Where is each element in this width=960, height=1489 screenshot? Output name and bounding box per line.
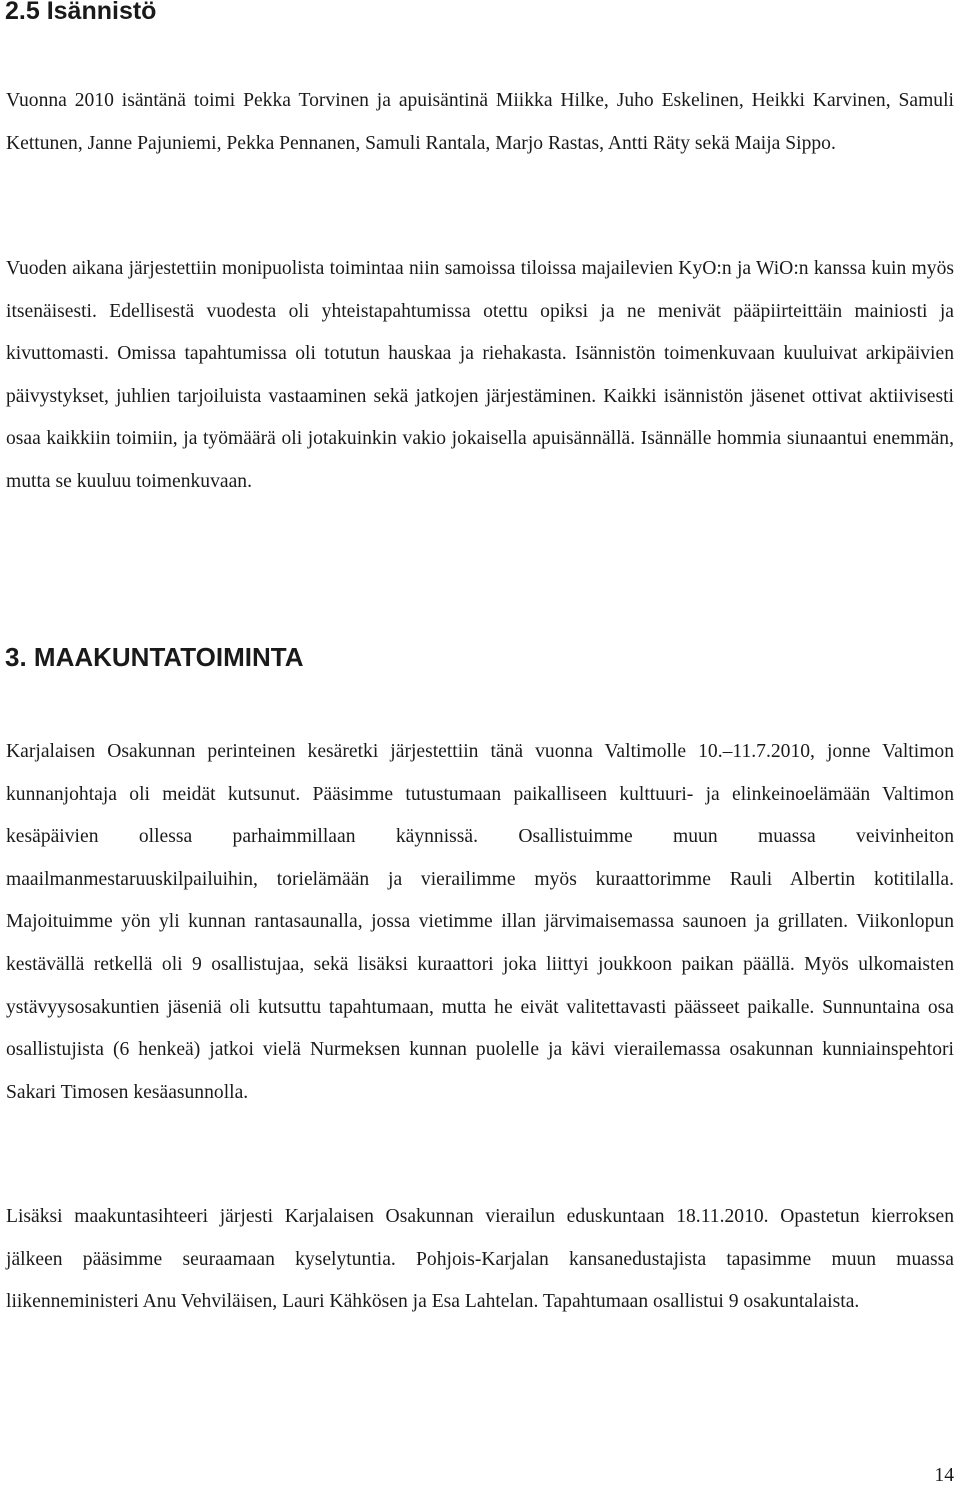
paragraph-kesaretki: Karjalaisen Osakunnan perinteinen kesäretki järjestettiin tänä vuonna Valtimolle 10.–11.7.2010, jonne Valtimon kunnanjohtaja oli meidät kutsunut. Pääsimme tutustumaan paikalliseen kulttuuri- ja elinkeinoelämään Valtimon kesäpäivien ollessa parhaimmillaan käynnissä. Osallistuimme muun muassa veivinheiton maailmanmestaruuskilpailuihin, torielämään ja vierailimme myös kuraattorimme Rauli Albertin kotitilalla. Majoituimme yön yli kunnan rantasaunalla, jossa vietimme illan järvimaisemassa saunoen ja grillaten. Viikonlopun kestävällä retkellä oli 9 osallistujaa, sekä lisäksi kuraattori joka liittyi joukkoon paikan päällä. Myös ulkomaisten ystävyysosakuntien jäseniä oli kutsuttu tapahtumaan, mutta he eivät valitettavasti päässeet paikalle. Sunnuntaina osa osallistujista (6 henkeä) jatkoi vielä Nurmeksen kunnan puolelle ja kävi vierailemassa osakunnan kunniainspehtori Sakari Timosen kesäasunnolla. — [6, 741, 954, 1103]
paragraph-isannat: Vuonna 2010 isäntänä toimi Pekka Torvinen ja apuisäntinä Miikka Hilke, Juho Eskelinen, Heikki Karvinen, Samuli Kettunen, Janne Pajuniemi, Pekka Pennanen, Samuli Rantala, Marjo Rastas, Antti Räty sekä Maija Sippo. — [6, 90, 954, 154]
page-number: 14 — [934, 1465, 954, 1486]
paragraph-toiminta: Vuoden aikana järjestettiin monipuolista toimintaa niin samoissa tiloissa majailevien KyO:n ja WiO:n kanssa kuin myös itsenäisesti. Edellisestä vuodesta oli yhteistapahtumissa otettu opiksi ja ne menivät pääpiirteittäin mainiosti ja kivuttomasti. Omissa tapahtumissa oli totutun hauskaa ja riehakasta. Isännistön toimenkuvaan kuuluivat arkipäivien päivystykset, juhlien tarjoiluista vastaaminen sekä jatkojen järjestäminen. Kaikki isännistön jäsenet ottivat aktiivisesti osaa kaikkiin toimiin, ja työmäärä oli jotakuinkin vakio jokaisella apuisännällä. Isännälle hommia siunaantui enemmän, mutta se kuuluu toimenkuvaan. — [6, 258, 954, 492]
paragraph-eduskuntavierailu: Lisäksi maakuntasihteeri järjesti Karjalaisen Osakunnan vierailun eduskuntaan 18.11.2010. Opastetun kierroksen jälkeen pääsimme seuraamaan kyselytuntia. Pohjois-Karjalan kansanedustajista tapasimme muun muassa liikenneministeri Anu Vehviläisen, Lauri Kähkösen ja Esa Lahtelan. Tapahtumaan osallistui 9 osakuntalaista. — [6, 1206, 954, 1313]
section-heading-isannisto: 2.5 Isännistö — [5, 0, 157, 25]
section-heading-maakuntatoiminta: 3. MAAKUNTATOIMINTA — [5, 642, 304, 672]
